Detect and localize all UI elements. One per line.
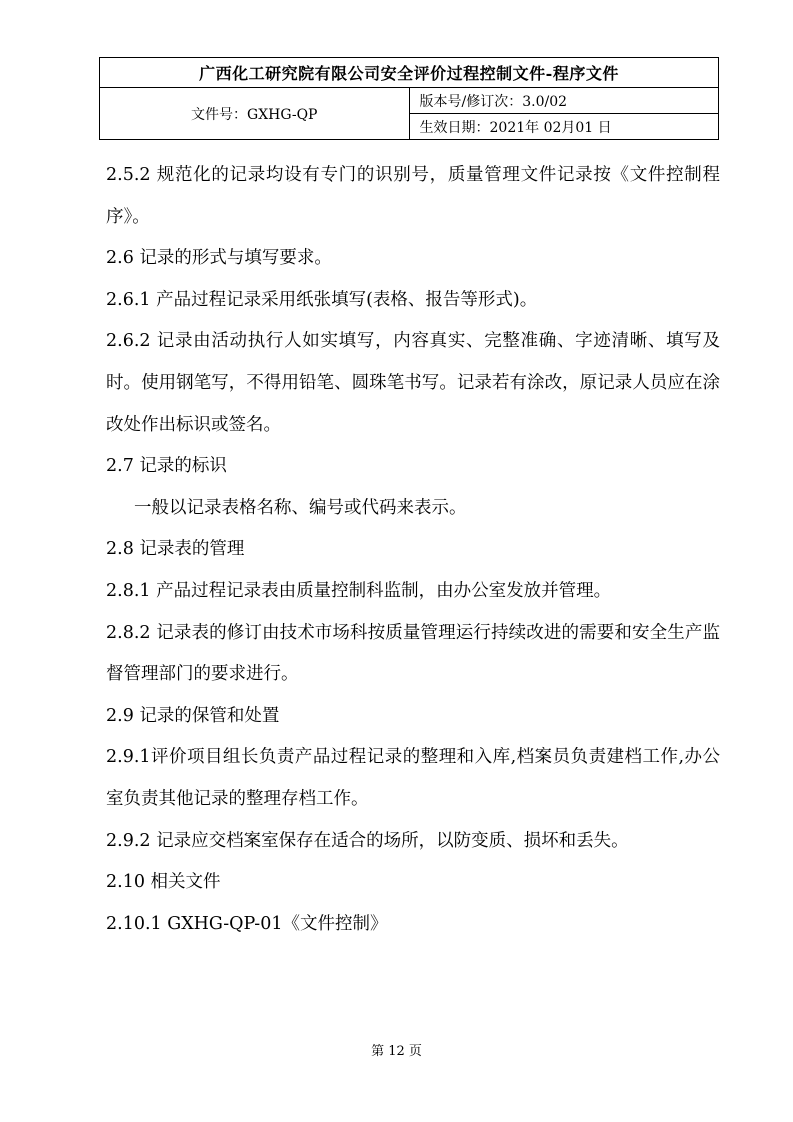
paragraph-2-7-body: 一般以记录表格名称、编号或代码来表示。	[134, 497, 467, 518]
document-header-table	[99, 57, 719, 140]
version-number: 版本号/修订次：3.0/02	[409, 88, 719, 114]
document-body	[106, 155, 720, 945]
paragraph-2-8-2: 2.8.2 记录表的修订由技术市场科按质量管理运行持续改进的需要和安全生产监督管理部门的要求进行。	[106, 622, 720, 685]
paragraph-2-10-1: 2.10.1 GXHG-QP-01《文件控制》	[106, 913, 388, 934]
heading-2-8: 2.8 记录表的管理	[106, 539, 245, 560]
heading-2-6: 2.6 记录的形式与填写要求。	[106, 248, 332, 269]
heading-2-10: 2.10 相关文件	[106, 872, 221, 893]
document-number: 文件号：GXHG-QP	[100, 88, 410, 140]
paragraph-2-9-2: 2.9.2 记录应交档案室保存在适合的场所，以防变质、损坏和丢失。	[106, 830, 629, 851]
heading-2-9: 2.9 记录的保管和处置	[106, 705, 280, 726]
paragraph-2-8-1: 2.8.1 产品过程记录表由质量控制科监制，由办公室发放并管理。	[106, 580, 612, 601]
heading-2-7: 2.7 记录的标识	[106, 456, 227, 477]
document-title: 广西化工研究院有限公司安全评价过程控制文件-程序文件	[100, 58, 719, 88]
paragraph-2-6-2: 2.6.2 记录由活动执行人如实填写，内容真实、完整准确、字迹清晰、填写及时。使用钢笔写，不得用铅笔、圆珠笔书写。记录若有涂改，原记录人员应在涂改处作出标识或签名。	[106, 331, 720, 435]
effective-date: 生效日期：2021年 02月01 日	[409, 114, 719, 140]
paragraph-2-9-1: 2.9.1评价项目组长负责产品过程记录的整理和入库,档案员负责建档工作,办公室负责其他记录的整理存档工作。	[106, 747, 720, 809]
paragraph-2-6-1: 2.6.1 产品过程记录采用纸张填写(表格、报告等形式)。	[106, 289, 538, 310]
paragraph-2-5-2: 2.5.2 规范化的记录均设有专门的识别号，质量管理文件记录按《文件控制程序》。	[106, 165, 720, 227]
page-number: 第 12 页	[371, 1044, 422, 1059]
